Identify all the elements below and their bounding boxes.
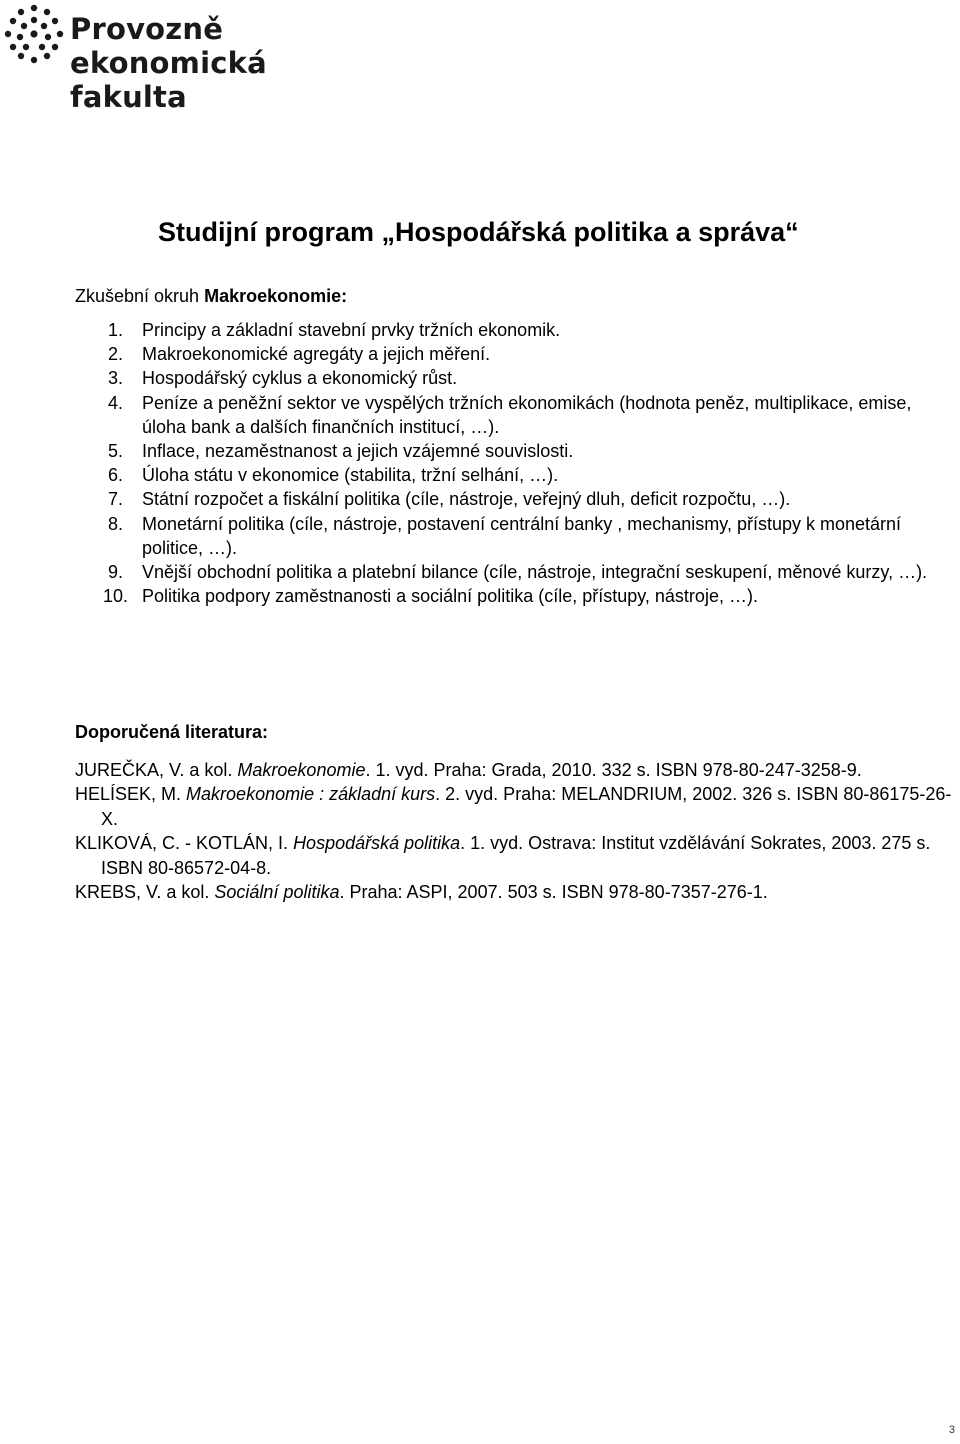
- list-item: [75, 758, 960, 782]
- topic-number: 3.: [108, 368, 124, 389]
- exam-area-prefix: Zkušební okruh: [75, 286, 205, 306]
- page-title: Studijní program „Hospodářská politika a správa“: [158, 217, 799, 247]
- page-number: 3: [948, 1424, 955, 1436]
- exam-area-subject: Makroekonomie:: [204, 286, 348, 306]
- citation-details: . 1. vyd. Praha: Grada, 2010. 332 s. ISBN 978-80-247-3258-9.: [365, 760, 862, 780]
- citation-authors: JUREČKA, V. a kol.: [75, 760, 238, 780]
- topic-number: 1.: [108, 320, 124, 340]
- list-item: [75, 831, 960, 880]
- topic-text: Hospodářský cyklus a ekonomický růst.: [142, 368, 458, 389]
- topic-text: Inflace, nezaměstnanost a jejich vzájemné souvislosti.: [142, 441, 574, 462]
- topic-number: 9.: [108, 562, 124, 583]
- topic-text: Státní rozpočet a fiskální politika (cíle, nástroje, veřejný dluh, deficit rozpočtu, …).: [142, 489, 791, 510]
- logo-text: [70, 12, 267, 114]
- topic-number: 7.: [108, 489, 124, 510]
- list-item: [75, 512, 945, 560]
- citation-authors: KREBS, V. a kol.: [75, 882, 215, 903]
- topic-text: Peníze a peněžní sektor ve vyspělých tržních ekonomikách (hodnota peněz, multiplikace, emise, úloha bank a dalších finančních institucí, …).: [142, 392, 912, 437]
- list-item: [75, 560, 945, 584]
- topic-text: Vnější obchodní politika a platební bilance (cíle, nástroje, integrační seskupení, měnové kurzy, …).: [142, 562, 928, 583]
- topic-number: 2.: [108, 344, 124, 365]
- list-item: [75, 463, 945, 487]
- topic-number: 5.: [108, 441, 124, 462]
- exam-area-line: [75, 286, 347, 307]
- literature-heading: Doporučená literatura:: [75, 722, 269, 742]
- citation-authors: KLIKOVÁ, C. - KOTLÁN, I.: [75, 833, 294, 854]
- topic-text: Makroekonomické agregáty a jejich měření.: [142, 344, 491, 365]
- topic-number: 8.: [108, 513, 124, 534]
- logo-line-1: Provozně: [70, 12, 224, 46]
- citation-title: Makroekonomie: [237, 760, 366, 780]
- topic-text: Monetární politika (cíle, nástroje, postavení centrální banky , mechanismy, přístupy k monetární politice, …).: [142, 513, 902, 558]
- faculty-logo: [4, 4, 267, 114]
- citation-details: . 1. vyd. Ostrava: Institut vzdělávání Sokrates, 2003. 275 s. ISBN 80-86572-04-8.: [101, 833, 931, 878]
- list-item: [75, 880, 960, 904]
- citation-details: . Praha: ASPI, 2007. 503 s. ISBN 978-80-7357-276-1.: [339, 882, 768, 903]
- citation-authors: HELÍSEK, M.: [75, 784, 187, 805]
- topic-text: Politika podpory zaměstnanosti a sociální politika (cíle, přístupy, nástroje, …).: [142, 586, 758, 607]
- topic-text: Principy a základní stavební prvky tržních ekonomik.: [142, 320, 561, 340]
- citation-title: Hospodářská politika: [293, 833, 461, 854]
- logo-line-2: ekonomická: [70, 46, 267, 80]
- topic-list: [75, 318, 945, 608]
- citation-title: Makroekonomie : základní kurs: [186, 784, 436, 805]
- list-item: [75, 782, 960, 831]
- list-item: [75, 584, 945, 608]
- topic-text: Úloha státu v ekonomice (stabilita, tržní selhání, …).: [142, 465, 559, 486]
- list-item: [75, 366, 945, 390]
- topic-number: 10.: [103, 586, 129, 607]
- citation-details: . 2. vyd. Praha: MELANDRIUM, 2002. 326 s. ISBN 80-86175-26-X.: [101, 784, 952, 829]
- list-item: [75, 487, 945, 511]
- citation-title: Sociální politika: [214, 882, 340, 903]
- topic-number: 4.: [108, 392, 124, 413]
- list-item: [75, 318, 945, 342]
- list-item: [75, 391, 945, 439]
- list-item: [75, 342, 945, 366]
- literature-list: [75, 758, 960, 904]
- logo-line-3: fakulta: [70, 80, 187, 114]
- topic-number: 6.: [108, 465, 124, 486]
- list-item: [75, 439, 945, 463]
- logo-dots-icon: [4, 4, 64, 64]
